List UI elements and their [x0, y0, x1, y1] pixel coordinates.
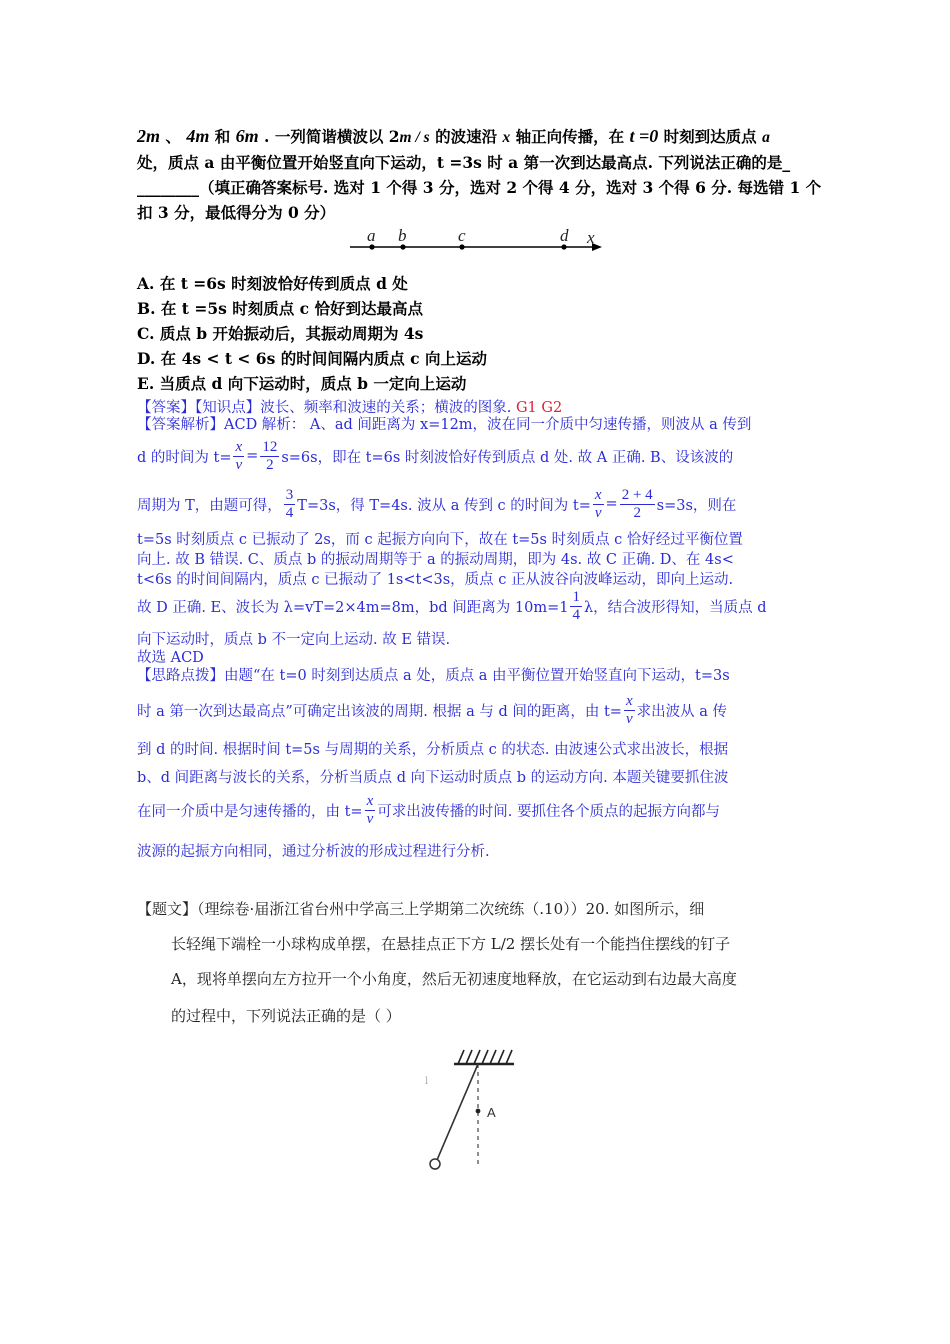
axis-label-b: b: [398, 226, 407, 245]
axis-label-d: d: [560, 226, 569, 245]
nail-label-a: A: [487, 1105, 496, 1120]
answer-knowledge: 【答案】【知识点】波长、频率和波速的关系；横波的图象.: [137, 400, 512, 416]
value-2m: 2m: [137, 126, 161, 146]
hint-line-2: [137, 688, 727, 732]
hint-line-6: 波源的起振方向相同，通过分析波的形成过程进行分析.: [137, 844, 490, 860]
hint-5b: 可求出波传播的时间. 要抓住各个质点的起振方向都与: [377, 803, 720, 820]
unit-ms: m / s: [399, 129, 430, 146]
equals: =: [246, 448, 259, 464]
analysis-3a: 周期为 T，由题可得，: [137, 497, 282, 514]
analysis-line-7: [137, 584, 767, 628]
ceiling-hatch: [458, 1050, 512, 1064]
next-question-line-4: 的过程中，下列说法正确的是（ ）: [171, 1007, 401, 1025]
figure-stray-mark: l: [425, 1076, 429, 1087]
value-4m: 4m: [186, 126, 210, 146]
axis-label-x: x: [587, 228, 595, 247]
next-question-line-3: A，现将单摆向左方拉开一个小角度，然后无初速度地释放，在它运动到右边最大高度: [171, 970, 737, 988]
analysis-line-3: [137, 482, 736, 526]
analysis-3c: s=3s，则在: [656, 497, 737, 514]
frac-num: x: [594, 486, 602, 503]
question-line-2: 处，质点 a 由平衡位置开始竖直向下运动，t =3s 时 a 第一次到达最高点. 下列说法正确的是_: [137, 153, 791, 172]
frac-num: x: [366, 792, 374, 809]
axis-x: x: [502, 129, 511, 146]
hint-line-3: 到 d 的时间. 根据时间 t=5s 与周期的关系，分析质点 c 的状态. 由波速公式求出波长，根据: [137, 742, 729, 758]
time-t0: t =0: [629, 126, 659, 146]
equals: =: [605, 496, 618, 512]
fraction-1-over-4: [570, 589, 582, 624]
frac-num: x: [625, 692, 633, 709]
value-6m: 6m: [235, 126, 259, 146]
frac-den: 2: [266, 456, 274, 473]
option-d: D. 在 4s < t < 6s 的时间间隔内质点 c 向上运动: [137, 349, 487, 368]
analysis-line-8: 向下运动时，质点 b 不一定向上运动. 故 E 错误.: [137, 632, 451, 648]
frac-den: v: [594, 504, 602, 521]
point-a: a: [762, 129, 770, 146]
option-b: B. 在 t =5s 时刻质点 c 恰好到达最高点: [137, 299, 423, 318]
frac-den: v: [366, 810, 374, 827]
frac-num: 12: [262, 438, 278, 455]
pendulum-figure: [420, 1040, 530, 1175]
nail-a-dot: [476, 1109, 481, 1114]
frac-num: x: [235, 438, 243, 455]
frac-num: 2 + 4: [621, 486, 653, 503]
fraction-x-over-v: [233, 439, 244, 474]
frac-den: 4: [572, 606, 580, 623]
text-wave-speed: . 一列简谐横波以 2: [258, 127, 400, 146]
pendulum-string: [437, 1064, 478, 1160]
frac-den: v: [235, 456, 243, 473]
frac-den: 2: [633, 504, 641, 521]
analysis-3b: T=3s，得 T=4s. 波从 a 传到 c 的时间为 t=: [297, 497, 591, 514]
option-c: C. 质点 b 开始振动后，其振动周期为 4s: [137, 324, 424, 343]
option-a: A. 在 t =6s 时刻波恰好传到质点 d 处: [137, 274, 408, 293]
hint-2b: 求出波从 a 传: [636, 703, 727, 720]
axis-label-c: c: [458, 226, 466, 245]
analysis-line-4: t=5s 时刻质点 c 已振动了 2s，而 c 起振方向向下，故在 t=5s 时刻质点 c 恰好经过平衡位置: [137, 532, 743, 548]
answer-codes: G1 G2: [511, 400, 563, 416]
analysis-line-9: 故选 ACD: [137, 650, 204, 666]
next-question-line-1: 【题文】（理综卷·届浙江省台州中学高三上学期第二次统练（.10））20. 如图所示，细: [137, 900, 705, 918]
hint-line-4: b、d 间距离与波长的关系，分析当质点 d 向下运动时质点 b 的运动方向. 本题关键要抓住波: [137, 770, 729, 786]
text-sep: 、: [160, 127, 187, 146]
fraction-x-over-v: [365, 793, 376, 828]
frac-num: 3: [285, 486, 294, 503]
hint-2a: 时 a 第一次到达最高点”可确定出该波的周期. 根据 a 与 d 间的距离，由 t=: [137, 703, 622, 720]
option-e: E. 当质点 d 向下运动时，质点 b 一定向上运动: [137, 374, 467, 393]
fraction-3-over-4: [284, 487, 296, 522]
analysis-2b: s=6s，即在 t=6s 时刻波恰好传到质点 d 处. 故 A 正确. B、设该波的: [281, 449, 734, 466]
hint-5a: 在同一介质中是匀速传播的，由 t=: [137, 803, 363, 820]
fraction-x-over-v: [624, 693, 635, 728]
frac-den: v: [625, 710, 633, 727]
frac-num: 1: [572, 588, 580, 605]
text-and: 和: [209, 127, 236, 146]
fraction-6-over-2: [620, 487, 655, 522]
hint-line-5: [137, 788, 720, 832]
analysis-7a: 故 D 正确. E、波长为 λ=vT=2×4m=8m，bd 间距离为 10m=1: [137, 599, 569, 616]
pendulum-ball: [430, 1159, 440, 1169]
question-line-1: [137, 124, 770, 150]
analysis-line-2: [137, 434, 733, 478]
next-question-line-2: 长轻绳下端栓一小球构成单摆，在悬挂点正下方 L/2 摆长处有一个能挡住摆线的钉子: [171, 935, 731, 953]
analysis-7b: λ，结合波形得知，当质点 d: [583, 599, 767, 616]
analysis-line-5: 向上. 故 B 错误. C、质点 b 的振动周期等于 a 的振动周期，即为 4s. 故 C 正确. D、在 4s<: [137, 552, 734, 568]
axis-label-a: a: [367, 226, 376, 245]
analysis-line-1: 【答案解析】ACD 解析： A、ad 间距离为 x=12m，波在同一介质中匀速传播，则波从 a 传到: [137, 417, 752, 433]
hint-line-1: 【思路点拨】由题“在 t=0 时刻到达质点 a 处，质点 a 由平衡位置开始竖直向下运动，t=3s: [137, 668, 730, 684]
text-positive: 轴正向传播，在: [510, 127, 630, 146]
text-along: 的波速沿: [429, 127, 503, 146]
analysis-line-6: t<6s 的时间间隔内，质点 c 已振动了 1s<t<3s，质点 c 正从波谷向波峰运动，即向上运动.: [137, 572, 734, 588]
question-line-4: 扣 3 分，最低得分为 0 分）: [137, 203, 336, 222]
frac-den: 4: [285, 504, 294, 521]
text-reach: 时刻到达质点: [658, 127, 763, 146]
analysis-2a: d 的时间为 t=: [137, 449, 232, 466]
wave-axis-figure: [340, 222, 610, 262]
question-line-3: ________（填正确答案标号. 选对 1 个得 3 分，选对 2 个得 4 分，选对 3 个得 6 分. 每选错 1 个: [137, 178, 822, 197]
fraction-x-over-v: [593, 487, 604, 522]
fraction-12-over-2: [260, 439, 279, 474]
